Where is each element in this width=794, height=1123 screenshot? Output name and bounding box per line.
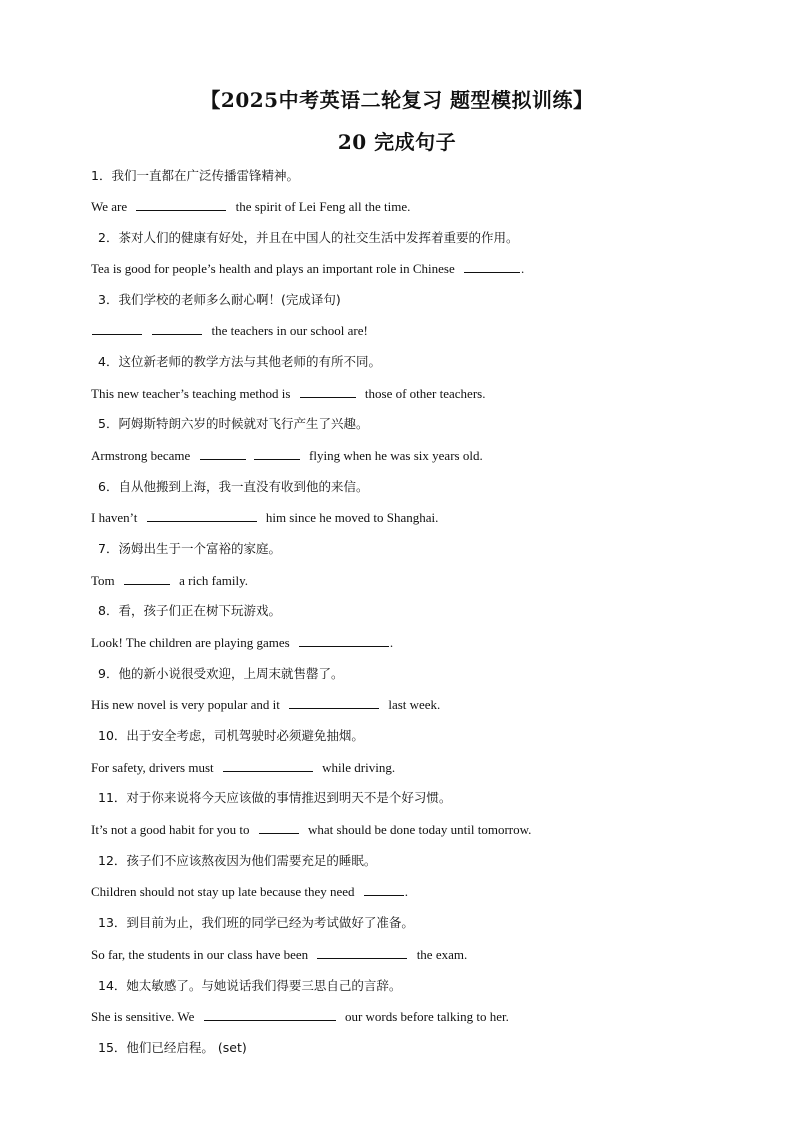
question-7-text-before: Tom: [91, 573, 115, 588]
question-14-text-after: our words before talking to her.: [344, 1009, 509, 1024]
question-4-text-after: those of other teachers.: [364, 386, 486, 401]
question-5-text-before: Armstrong became: [91, 448, 191, 463]
question-13-text-before: So far, the students in our class have been: [91, 947, 309, 962]
question-15-chinese: 15．他们已经启程。 (set): [98, 1040, 247, 1055]
question-12-chinese: 12．孩子们不应该熬夜因为他们需要充足的睡眠。: [98, 853, 377, 868]
question-9-text-before: His new novel is very popular and it: [91, 697, 280, 712]
document-title: 【2025中考英语二轮复习 题型模拟训练】: [200, 88, 594, 112]
question-10-english: [91, 760, 395, 776]
question-1-text-after: the spirit of Lei Feng all the time.: [235, 199, 411, 214]
question-1-chinese: 1．我们一直都在广泛传播雷锋精神。: [91, 168, 299, 183]
question-6-text-before: I haven’t: [91, 510, 138, 525]
question-13-english: [91, 947, 467, 963]
question-3-english: [91, 323, 368, 339]
question-5-blank-2[interactable]: [254, 448, 300, 460]
question-5-text-after: flying when he was six years old.: [309, 448, 483, 463]
question-11-text-before: It’s not a good habit for you to: [91, 822, 250, 837]
question-3-blank-1[interactable]: [92, 323, 142, 335]
document-subtitle: 20 完成句子: [337, 130, 457, 154]
question-14-chinese: 14．她太敏感了。与她说话我们得要三思自己的言辞。: [98, 978, 402, 993]
question-8-blank[interactable]: [299, 635, 389, 647]
question-12-blank[interactable]: [364, 884, 404, 896]
question-4-text-before: This new teacher’s teaching method is: [91, 386, 291, 401]
question-9-text-after: last week.: [388, 697, 441, 712]
question-6-text-after: him since he moved to Shanghai.: [265, 510, 439, 525]
question-5-chinese: 5．阿姆斯特朗六岁的时候就对飞行产生了兴趣。: [98, 416, 369, 431]
question-2-english: [91, 261, 524, 277]
question-13-chinese: 13．到目前为止，我们班的同学已经为考试做好了准备。: [98, 915, 414, 930]
question-8-text-after: .: [389, 635, 394, 650]
question-12-text-after: .: [404, 884, 409, 899]
question-14-english: [91, 1009, 509, 1025]
question-4-chinese: 4．这位新老师的教学方法与其他老师的有所不同。: [98, 354, 381, 369]
question-11-blank[interactable]: [259, 822, 299, 834]
question-10-chinese: 10．出于安全考虑，司机驾驶时必须避免抽烟。: [98, 728, 364, 743]
question-7-chinese: 7．汤姆出生于一个富裕的家庭。: [98, 541, 281, 556]
question-14-blank[interactable]: [204, 1009, 336, 1021]
question-3-chinese: 3．我们学校的老师多么耐心啊！(完成译句): [98, 292, 341, 307]
question-1-english: [91, 199, 410, 215]
question-11-chinese: 11．对于你来说将今天应该做的事情推迟到明天不是个好习惯。: [98, 790, 452, 805]
question-5-blank-1[interactable]: [200, 448, 246, 460]
question-3-text-after: the teachers in our school are!: [211, 323, 368, 338]
question-1-blank[interactable]: [136, 199, 226, 211]
question-4-blank[interactable]: [300, 386, 356, 398]
question-7-text-after: a rich family.: [179, 573, 248, 588]
question-4-english: [91, 386, 485, 402]
question-12-english: [91, 884, 408, 900]
question-6-english: [91, 510, 438, 526]
question-7-english: [91, 573, 248, 589]
question-12-text-before: Children should not stay up late because they need: [91, 884, 355, 899]
question-7-blank[interactable]: [124, 573, 170, 585]
question-6-chinese: 6．自从他搬到上海，我一直没有收到他的来信。: [98, 479, 369, 494]
question-13-text-after: the exam.: [416, 947, 468, 962]
question-2-blank[interactable]: [464, 261, 520, 273]
question-1-text-before: We are: [91, 199, 128, 214]
question-10-blank[interactable]: [223, 760, 313, 772]
question-5-english: [91, 448, 483, 464]
question-2-chinese: 2．茶对人们的健康有好处，并且在中国人的社交生活中发挥着重要的作用。: [98, 230, 519, 245]
question-9-chinese: 9．他的新小说很受欢迎，上周末就售罄了。: [98, 666, 344, 681]
question-13-blank[interactable]: [317, 947, 407, 959]
question-2-text-after: .: [520, 261, 525, 276]
question-2-text-before: Tea is good for people’s health and plays an important role in Chinese: [91, 261, 455, 276]
question-11-english: [91, 822, 531, 838]
question-6-blank[interactable]: [147, 510, 257, 522]
question-10-text-before: For safety, drivers must: [91, 760, 214, 775]
question-8-text-before: Look! The children are playing games: [91, 635, 290, 650]
question-10-text-after: while driving.: [322, 760, 396, 775]
question-9-english: [91, 697, 440, 713]
question-3-blank-2[interactable]: [152, 323, 202, 335]
question-8-chinese: 8．看，孩子们正在树下玩游戏。: [98, 603, 281, 618]
question-11-text-after: what should be done today until tomorrow.: [308, 822, 532, 837]
question-14-text-before: She is sensitive. We: [91, 1009, 195, 1024]
question-8-english: [91, 635, 393, 651]
question-9-blank[interactable]: [289, 697, 379, 709]
